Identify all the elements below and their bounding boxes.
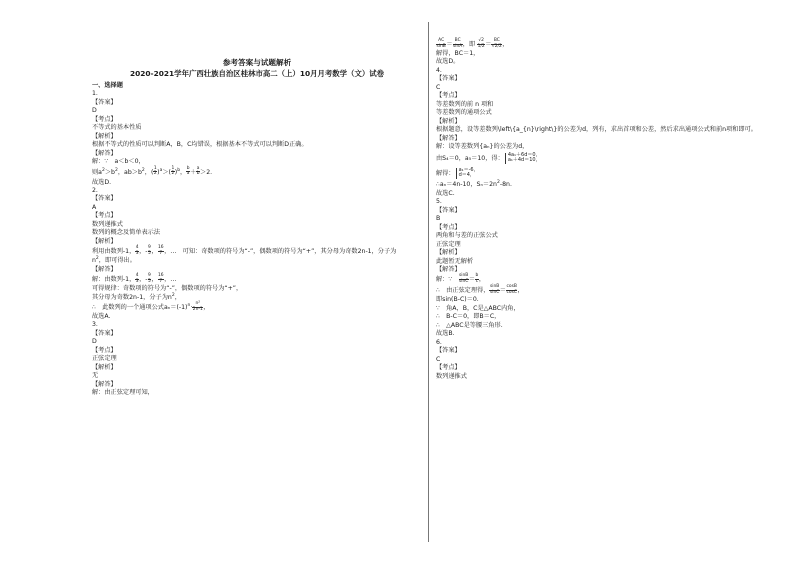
text-line: 故选B. bbox=[436, 330, 455, 338]
text-line: 正弦定理 bbox=[436, 240, 461, 248]
question-number: 2. bbox=[92, 186, 98, 194]
answer-heading: 【解析】 bbox=[92, 237, 117, 245]
text-line: 则$a^2>b^2$，$ab>b^2$，( $\frac{1}{2}$ )$^a$＞( $\frac{1}{2}$ )$^b$， $\frac{b}{a}$ ＋ $\frac{a}{b}$ ＞2. bbox=[92, 165, 213, 177]
text-line: 解：∵ a＜b＜0， bbox=[92, 158, 145, 166]
text-line: ∴ 此数列的一个通项公式$a_n=(-1)^n\cdot$ $\frac{\text{n²}}{2n-1}$ ， bbox=[92, 300, 210, 312]
answer-choice: A bbox=[92, 203, 97, 211]
text-line: 解得：a₁＝-6， d＝4， bbox=[436, 167, 479, 179]
text-line: 等差数列的前 n 项和 bbox=[436, 100, 494, 108]
question-number: 5. bbox=[436, 198, 442, 206]
text-line: $n^2$，即可得出。 bbox=[92, 256, 136, 265]
answer-heading: 【考点】 bbox=[92, 115, 117, 123]
text-line: 故选A. bbox=[92, 312, 111, 320]
text-line: 根据不等式的性质可以判断A，B，C均错误，根据基本不等式可以判断D正确。 bbox=[92, 141, 308, 149]
answer-heading: 【解答】 bbox=[92, 265, 117, 273]
answer-heading: 【答案】 bbox=[92, 195, 117, 203]
text-line: ∴aₙ＝4n-10，$S_n=2n^2-8n$. bbox=[436, 180, 512, 189]
text-line: 不等式的基本性质 bbox=[92, 124, 142, 132]
text-line: 无 bbox=[92, 372, 99, 380]
section-heading: 一、选择题 bbox=[92, 82, 123, 89]
text-line: 利用由数列-1， $\frac{4}{3}$ ，- $\frac{9}{5}$ ， $\frac{16}{7}$ ，… 可知：奇数项的符号为“-”，偶数项的符号为“+”，其分母为奇数2n-1，分子为 bbox=[92, 245, 397, 256]
answer-heading: 【答案】 bbox=[436, 206, 461, 214]
text-line: 故选D。 bbox=[436, 58, 460, 66]
question-number: 3. bbox=[92, 321, 98, 329]
text-line: 根据题意，设等差数列\left\{a_{n}\right\}的公差为d，列有，求出首项和公差，然后求出通项公式和前n项和即可。 bbox=[436, 126, 757, 134]
text-line: 等差数列的通项公式 bbox=[436, 109, 492, 117]
left-column bbox=[92, 57, 422, 398]
text-line: 数列的概念及简单表示法 bbox=[92, 229, 161, 237]
answer-heading: 【解答】 bbox=[92, 149, 117, 157]
text-line: ∴ 由正弦定理得， $\frac{\sin B}{\sin C}$ ＝ $\frac{\cos B}{\cos C}$ ， bbox=[436, 284, 524, 296]
text-line: 即sin(B-C)＝0. bbox=[436, 296, 479, 304]
right-column bbox=[436, 39, 766, 381]
text-line: ∴ B-C＝0，即B＝C， bbox=[436, 313, 501, 321]
text-line: ∵ 角A，B，C是△ABC内角， bbox=[436, 304, 520, 312]
text-line: 解：设等差数列{aₙ}的公差为d， bbox=[436, 142, 529, 150]
answer-heading: 【解答】 bbox=[436, 134, 461, 142]
document-title: 参考答案与试题解析 bbox=[222, 58, 292, 67]
text-line: 解得，BC＝1， bbox=[436, 50, 480, 57]
answer-choice: C bbox=[436, 83, 441, 91]
answer-heading: 【答案】 bbox=[436, 347, 461, 355]
text-line: 数列递推式 bbox=[92, 220, 123, 228]
text-line: 故选D. bbox=[92, 178, 112, 186]
answer-heading: 【考点】 bbox=[436, 364, 461, 372]
answer-heading: 【解析】 bbox=[436, 249, 461, 257]
answer-choice: D bbox=[92, 338, 97, 346]
answer-heading: 【解答】 bbox=[92, 380, 117, 388]
answer-heading: 【答案】 bbox=[436, 75, 461, 83]
answer-heading: 【考点】 bbox=[92, 346, 117, 354]
text-line: 其分母为奇数2n-1，分子为$n^2$， bbox=[92, 292, 181, 301]
answer-heading: 【考点】 bbox=[436, 92, 461, 100]
text-line: 解：由数列-1， $\frac{4}{3}$ ，- $\frac{9}{5}$ ， $\frac{16}{7}$ ，… bbox=[92, 273, 177, 284]
text-line: 可得规律：奇数项的符号为“-”，偶数项的符号为“+”， bbox=[92, 285, 243, 293]
column-divider bbox=[428, 22, 429, 542]
answer-choice: B bbox=[436, 215, 441, 223]
text-line: 由S₄＝0，a₅＝10，得：4a₁＋6d＝0， a₁＋4d＝10， bbox=[436, 152, 541, 164]
text-line: 两角和与差的正弦公式 bbox=[436, 232, 498, 240]
answer-heading: 【解答】 bbox=[436, 265, 461, 273]
answer-heading: 【考点】 bbox=[436, 223, 461, 231]
text-line: ∴ △ABC是等腰三角形. bbox=[436, 321, 503, 329]
question-number: 4. bbox=[436, 66, 442, 74]
question-number: 6. bbox=[436, 338, 442, 346]
answer-choice: D bbox=[92, 107, 97, 115]
text-line: 故选C. bbox=[436, 189, 455, 197]
text-line: 解：由正弦定理可知， bbox=[92, 389, 154, 397]
answer-heading: 【答案】 bbox=[92, 98, 117, 106]
answer-heading: 【答案】 bbox=[92, 329, 117, 337]
answer-choice: C bbox=[436, 355, 441, 363]
exam-title: 2020-2021学年广西壮族自治区桂林市高二（上）10月月考数学（文）试卷 bbox=[129, 69, 385, 78]
answer-heading: 【解析】 bbox=[92, 132, 117, 140]
text-line: 解：∵ $\frac{\sin B}{\sin C}$ ＝ $\frac{b}{c}$ ， bbox=[436, 273, 486, 285]
text-line: 正弦定理 bbox=[92, 355, 117, 363]
answer-heading: 【解析】 bbox=[92, 363, 117, 371]
answer-heading: 【考点】 bbox=[92, 212, 117, 220]
answer-heading: 【解析】 bbox=[436, 117, 461, 125]
text-line: $\frac{AC}{\sin B}$ ＝ $\frac{BC}{\sin A}$ ，即 $\frac{√2}{1/2}$ ＝ $\frac{BC}{√2/2}$ ， bbox=[436, 38, 509, 49]
question-number: 1. bbox=[92, 90, 98, 98]
text-line: 此题暂无解析 bbox=[436, 257, 474, 265]
text-line: 数列递推式 bbox=[436, 372, 467, 380]
